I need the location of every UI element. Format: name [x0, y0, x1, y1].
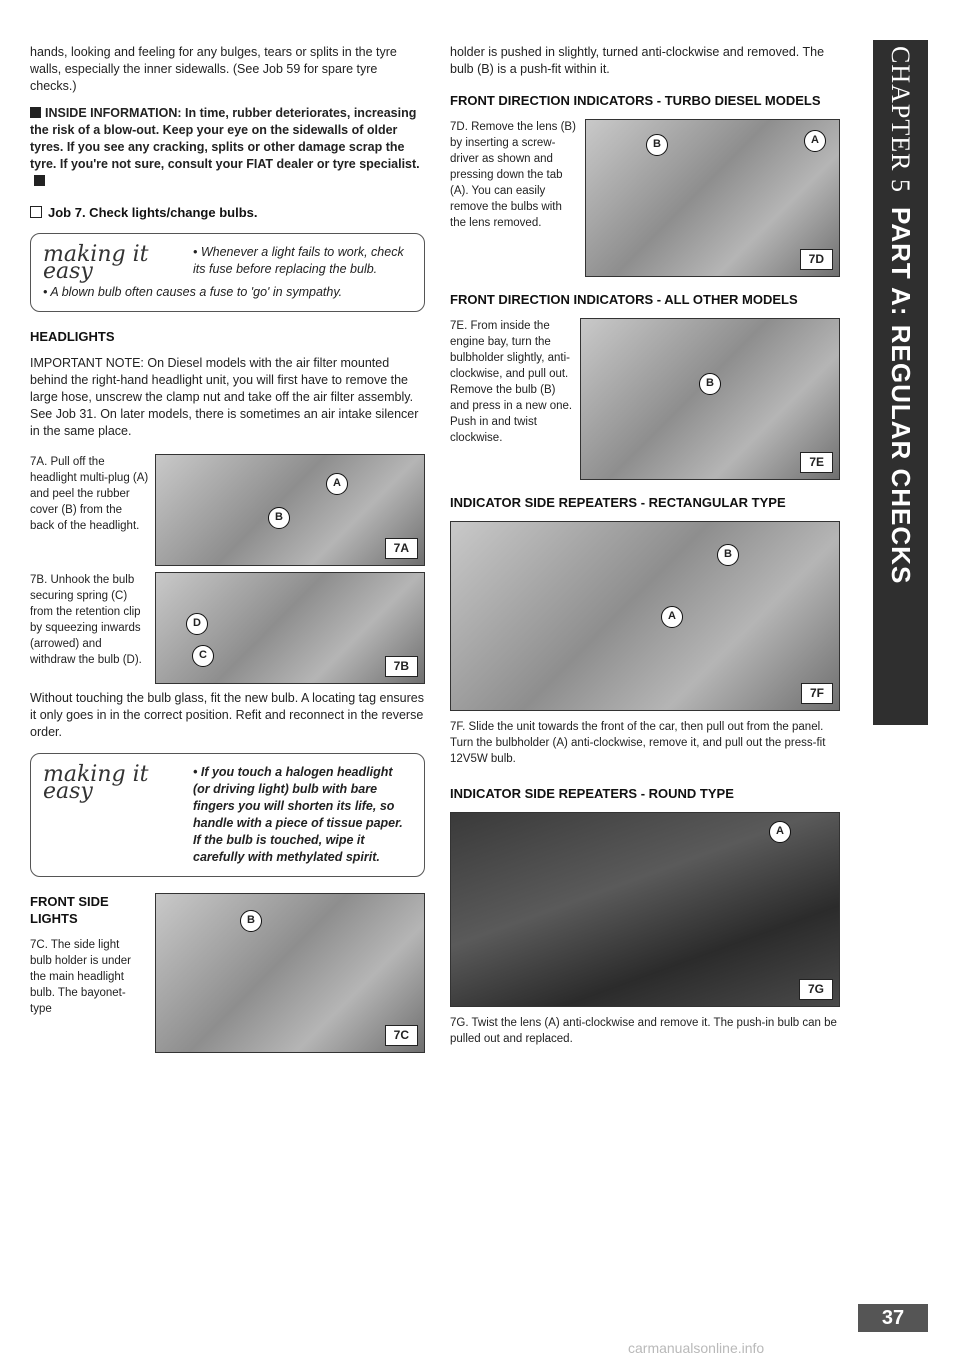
fig7g-tag: 7G — [799, 979, 833, 1000]
tip2-text: • If you touch a halogen headlight (or driving light) bulb with bare fingers you will shorten its life, so handle with a piece of tissue paper. If the bulb is touched, wipe it carefully with methylated spirit. — [193, 765, 403, 864]
making-it-easy-logo-2: making it easy — [43, 762, 149, 804]
callout-b-2: B — [240, 910, 262, 932]
inside-info-end-icon — [34, 175, 45, 186]
fig7b-photo — [155, 572, 425, 684]
fig7f-photo — [450, 521, 840, 711]
figure-7c — [30, 893, 425, 1053]
callout-b: B — [268, 507, 290, 529]
figure-7e — [450, 318, 845, 480]
making-it-easy-logo: making it easy — [43, 242, 149, 284]
right-column — [450, 44, 845, 1057]
intro-paragraph: hands, looking and feeling for any bulges, tears or splits in the tyre walls, especially the inner sidewalls. (See Job 59 for spare tyre checks.) — [30, 45, 397, 93]
callout-a-2: A — [804, 130, 826, 152]
left-column — [30, 44, 425, 1059]
fig7e-caption: 7E. From inside the engine bay, turn the bulbholder slightly, anti-clockwise, and pull out. Remove the bulb (B) and press in a new one. Push in and twist clockwise. — [450, 320, 573, 444]
watermark: carmanualsonline.info — [628, 1340, 765, 1356]
figure-7b — [30, 572, 425, 684]
callout-b-4: B — [699, 373, 721, 395]
important-note: IMPORTANT NOTE: On Diesel models with the air filter mounted behind the right-hand headlight unit, you will first have to remove the large hose, unscrew the clamp nut and take off the air filter assembly. See Job 31. On later models, there is sometimes an air intake silencer in the same place. — [30, 356, 419, 438]
fig7c-tag: 7C — [385, 1025, 418, 1046]
fig7a-photo — [155, 454, 425, 566]
job-title: Job 7. Check lights/change bulbs. — [30, 204, 425, 221]
fig7d-tag: 7D — [800, 249, 833, 270]
fig7b-caption: 7B. Unhook the bulb securing spring (C) from the retention clip by squeezing inwards (arrowed) and withdraw the bulb (D). — [30, 574, 142, 666]
callout-c: C — [192, 645, 214, 667]
callout-a: A — [326, 473, 348, 495]
figure-7d — [450, 119, 845, 277]
fig7c-photo — [155, 893, 425, 1053]
fig7e-tag: 7E — [800, 452, 833, 473]
callout-a-3: A — [661, 606, 683, 628]
fig7d-caption: 7D. Remove the lens (B) by inserting a screw-driver as shown and pressing down the tab (A). You can easily remove the bulbs with the lens removed. — [450, 121, 576, 229]
inside-info-paragraph: INSIDE INFORMATION: In time, rubber deteriorates, increasing the risk of a blow-out. Keep your eye on the sidewalls of older tyres. If you see any cracking, splits or other damage scrap the tyre. If you're not sure, consult your FIAT dealer or tyre specialist. — [30, 105, 425, 190]
fig7c-caption: 7C. The side light bulb holder is under the main headlight bulb. The bayonet-type — [30, 939, 132, 1015]
front-side-lights-heading: FRONT SIDE LIGHTS — [30, 894, 109, 926]
fig7f-tag: 7F — [801, 683, 833, 704]
tip1-line2: • A blown bulb often causes a fuse to 'go' in sympathy. — [43, 285, 343, 299]
fig7a-tag: 7A — [385, 538, 418, 559]
page-number: 37 — [858, 1304, 928, 1332]
chapter-sidebar — [873, 40, 928, 725]
sidebar-chapter: CHAPTER 5 — [886, 46, 915, 193]
callout-b-5: B — [717, 544, 739, 566]
refit-paragraph: Without touching the bulb glass, fit the new bulb. A locating tag ensures it only goes in in the correct position. Refit and reconnect in the reverse order. — [30, 691, 425, 739]
fig7f-caption: 7F. Slide the unit towards the front of the car, then pull out from the panel. Turn the bulbholder (A) anti-clockwise, remove it, and pull out the press-fit 12V5W bulb. — [450, 721, 826, 765]
fig7a-caption: 7A. Pull off the headlight multi-plug (A) and peel the rubber cover (B) from the back of the headlight. — [30, 456, 149, 532]
tip1-line1: • Whenever a light fails to work, check its fuse before replacing the bulb. — [193, 245, 404, 276]
fig7g-caption: 7G. Twist the lens (A) anti-clockwise and remove it. The push-in bulb can be pulled out and replaced. — [450, 1017, 837, 1045]
headlights-heading: HEADLIGHTS — [30, 329, 115, 344]
continued-paragraph: holder is pushed in slightly, turned anti-clockwise and removed. The bulb (B) is a push-fit within it. — [450, 45, 825, 76]
other-models-heading: FRONT DIRECTION INDICATORS - ALL OTHER MODELS — [450, 292, 798, 307]
fig7b-tag: 7B — [385, 656, 418, 677]
rectangular-heading: INDICATOR SIDE REPEATERS - RECTANGULAR TYPE — [450, 495, 786, 510]
callout-d: D — [186, 613, 208, 635]
fig7d-photo — [585, 119, 840, 277]
tip-box-2 — [30, 753, 425, 877]
inside-info-icon — [30, 107, 41, 118]
job-checkbox-icon[interactable] — [30, 206, 42, 218]
sidebar-part: PART A: REGULAR CHECKS — [886, 206, 916, 585]
fig7g-photo — [450, 812, 840, 1007]
fig7e-photo — [580, 318, 840, 480]
callout-b-3: B — [646, 134, 668, 156]
turbo-diesel-heading: FRONT DIRECTION INDICATORS - TURBO DIESEL MODELS — [450, 93, 821, 108]
tip-box-1 — [30, 233, 425, 312]
round-heading: INDICATOR SIDE REPEATERS - ROUND TYPE — [450, 786, 734, 801]
callout-a-4: A — [769, 821, 791, 843]
figure-7a — [30, 454, 425, 566]
